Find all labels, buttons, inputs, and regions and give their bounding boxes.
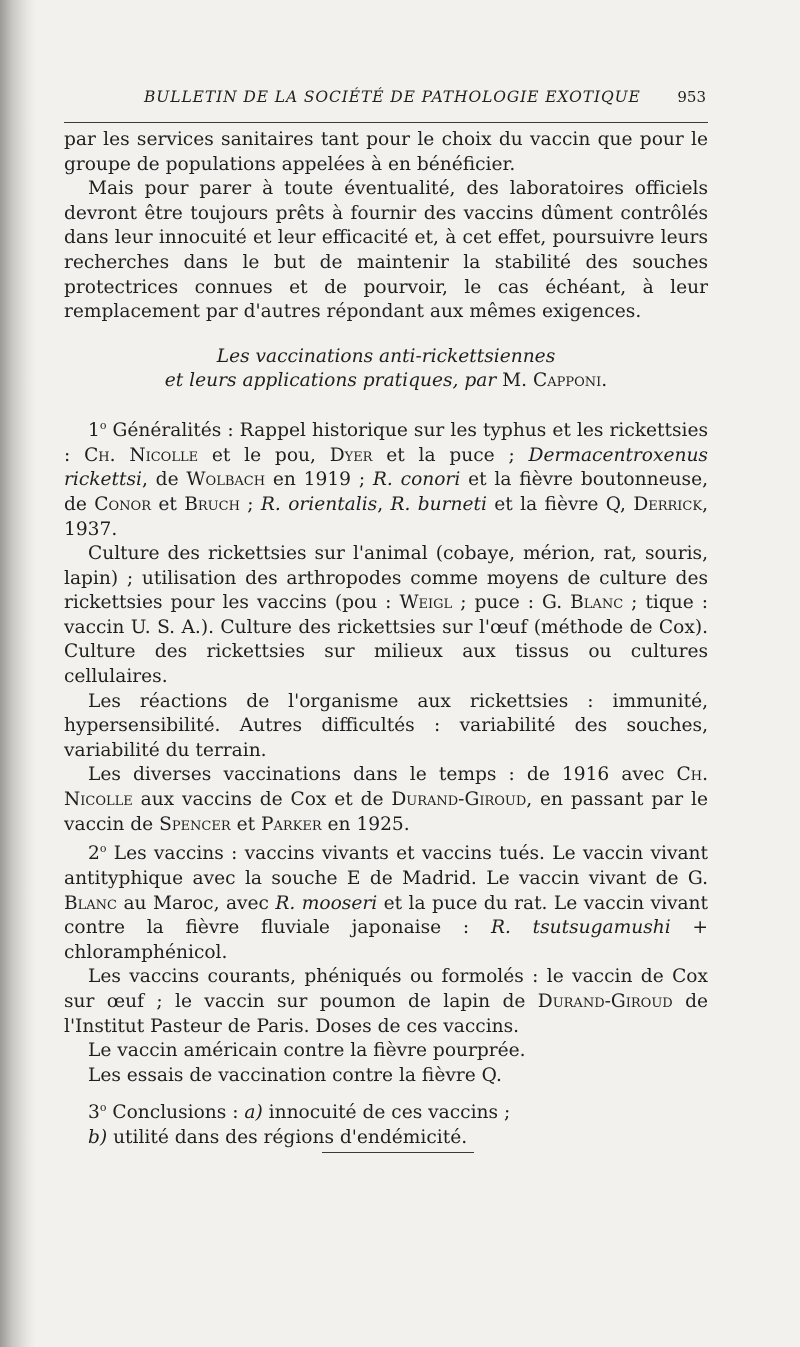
- name-spencer: Spencer: [159, 813, 231, 835]
- section-title: [64, 345, 708, 394]
- name-nicolle: Ch. Nicolle: [84, 444, 199, 466]
- title-par: par: [464, 370, 497, 392]
- binding-shadow: [0, 0, 36, 1347]
- header-rule: [64, 122, 708, 123]
- paragraph-vaccins: 2$^o$ Les vaccins : vaccins vivants et vaccins tués. Le vaccin vivant antityphique avec la souche E de Madrid. Le vaccin vivant de G. Blanc au Maroc, avec R. mooseri et la puce du rat. Le vaccin vivant contre la fièvre fluviale japonaise : R. tsutsugamushi + chloramphénicol.: [64, 842, 708, 963]
- species-orientalis: R. orientalis: [260, 493, 378, 515]
- name-conor: Conor: [94, 493, 151, 515]
- name-bruch: Bruch: [184, 493, 240, 515]
- species-mooseri: R. mooseri: [275, 892, 378, 914]
- paragraph-conclusions-b: b) utilité dans des régions d'endémicité.: [88, 1127, 468, 1149]
- name-dyer: Dyer: [329, 444, 373, 466]
- conclusion-b-marker: b): [88, 1127, 108, 1149]
- title-line-2: [64, 369, 708, 394]
- section-number-3: 3: [88, 1102, 100, 1124]
- name-durand-giroud-2: Durand-Giroud: [537, 990, 673, 1012]
- name-derrick: Derrick: [633, 493, 703, 515]
- paragraph-fievre-q: Les essais de vaccination contre la fièvre Q.: [88, 1064, 502, 1086]
- name-wolbach: Wolbach: [186, 469, 266, 491]
- name-blanc: Blanc: [570, 592, 624, 614]
- name-nicolle-2: Ch. Nicolle: [64, 764, 708, 811]
- section-number-1: 1: [88, 420, 100, 442]
- name-blanc-2: Blanc: [64, 892, 118, 914]
- paragraph-vaccinations-history: Les diverses vaccinations dans le temps : de 1916 avec Ch. Nicolle aux vaccins de Cox et de Durand-Giroud, en passant par le vaccin de Spencer et Parker en 1925.: [64, 764, 708, 835]
- paragraph-conclusions: 3$^o$ Conclusions : a) innocuité de ces vaccins ;: [88, 1101, 511, 1124]
- running-title: BULLETIN DE LA SOCIÉTÉ DE PATHOLOGIE EXOTIQUE: [144, 88, 641, 106]
- name-weigl: Weigl: [399, 592, 453, 614]
- paragraph-vaccins-courants: Les vaccins courants, phéniqués ou formolés : le vaccin de Cox sur œuf ; le vaccin sur poumon de lapin de Durand-Giroud de l'Institut Pasteur de Paris. Doses de ces vaccins.: [64, 966, 708, 1037]
- intro-paragraph-1: par les services sanitaires tant pour le choix du vaccin que pour le groupe de populations appelées à en bénéficier.: [64, 129, 708, 175]
- species-tsutsugamushi: R. tsutsugamushi: [490, 917, 671, 939]
- section-number-2: 2: [88, 843, 100, 865]
- ordinal-mark-1: o: [99, 418, 107, 432]
- paragraph-culture: Culture des rickettsies sur l'animal (cobaye, mérion, rat, souris, lapin) ; utilisation des arthropodes comme moyens de culture des rickettsies pour les vaccins (pou : Weigl ; puce : G. Blanc ; tique : vaccin U. S. A.). Culture des rickettsies sur l'œuf (méthode de Cox). Culture des rickettsies sur milieux aux tissus ou cultures cellulaires.: [64, 543, 708, 688]
- species-dermacentroxenus: Dermacentroxenus rickettsi: [64, 444, 708, 491]
- page-number: 953: [677, 88, 706, 106]
- paragraph-vaccin-americain: Le vaccin américain contre la fièvre pourprée.: [88, 1040, 526, 1062]
- end-rule: [322, 1152, 474, 1153]
- ordinal-mark-2: o: [99, 842, 107, 856]
- intro-paragraph-2: Mais pour parer à toute éventualité, des laboratoires officiels devront être toujours prêts à fournir des vaccins dûment contrôlés dans leur innocuité et leur efficacité et, à cet effet, poursuivre leurs recherches dans le but de maintenir la stabilité des souches protectrices connues et de pourvoir, le cas échéant, à leur remplacement par d'autres répondant aux mêmes exigences.: [64, 178, 708, 323]
- species-conori: R. conori: [372, 469, 461, 491]
- title-subtitle: et leurs applications pratiques,: [164, 370, 459, 392]
- author-initial: M.: [502, 370, 528, 392]
- paragraph-reactions: Les réactions de l'organisme aux rickettsies : immunité, hypersensibilité. Autres difficultés : variabilité des souches, variabilité du terrain.: [64, 690, 708, 761]
- species-burneti: R. burneti: [390, 493, 487, 515]
- conclusion-a-marker: a): [244, 1102, 263, 1124]
- name-durand-giroud: Durand-Giroud: [391, 789, 527, 811]
- article-body: [64, 128, 708, 1151]
- ordinal-mark-3: o: [99, 1101, 107, 1115]
- page-header: [120, 88, 710, 114]
- name-parker: Parker: [260, 813, 322, 835]
- author-name: Capponi.: [533, 370, 608, 392]
- paragraph-generalites: 1$^o$ Généralités : Rappel historique sur les typhus et les rickettsies : Ch. Nicolle et le pou, Dyer et la puce ; Dermacentroxenus rickettsi, de Wolbach en 1919 ; R. conori et la fièvre boutonneuse, de Conor et Bruch ; R. orientalis, R. burneti et la fièvre Q, Derrick, 1937.: [64, 418, 709, 540]
- title-line-1: Les vaccinations anti-rickettsiennes: [216, 345, 556, 367]
